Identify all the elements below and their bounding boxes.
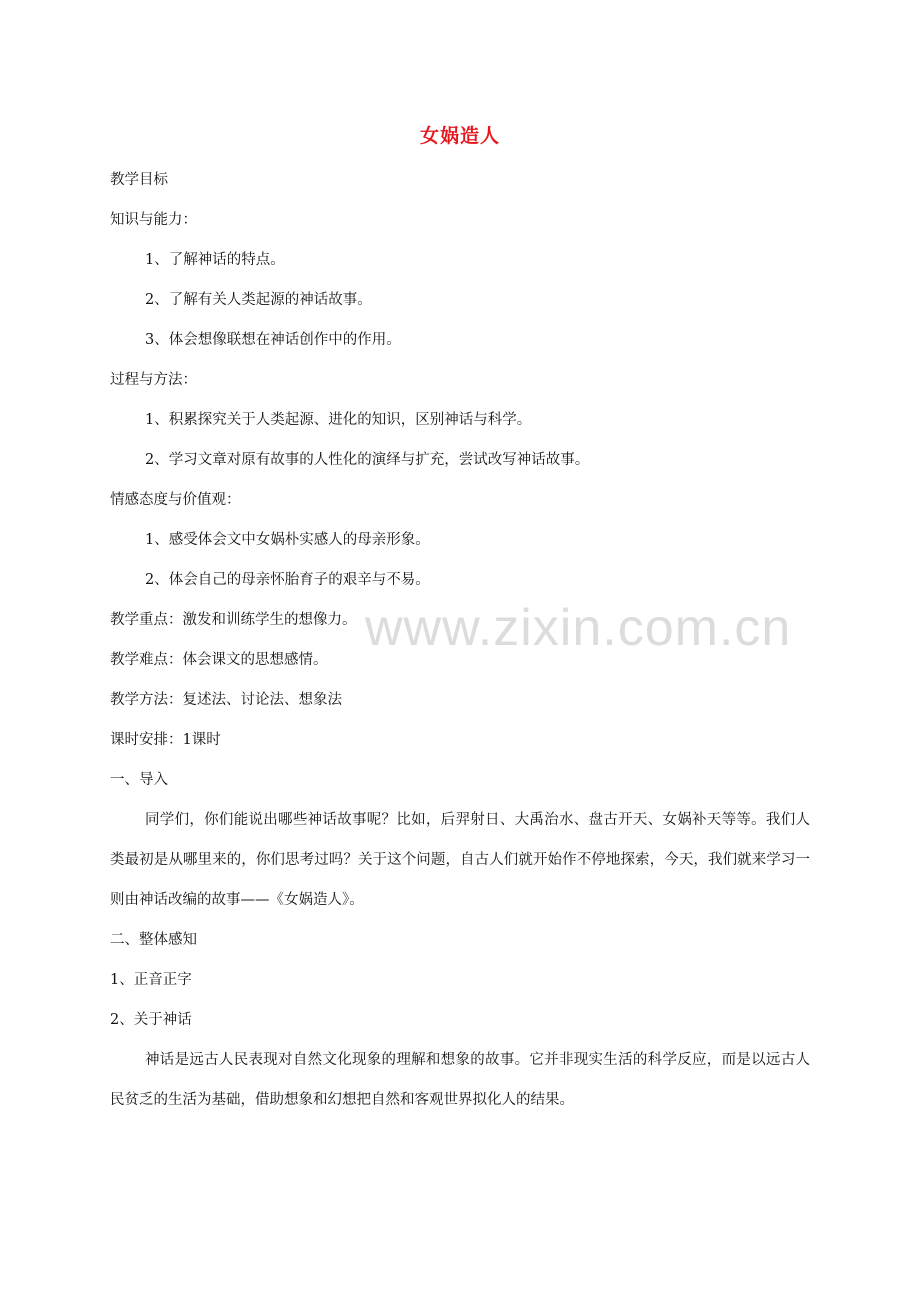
teaching-focus: 教学重点：激发和训练学生的想像力。 — [110, 612, 357, 628]
subheading-knowledge-ability: 知识与能力： — [110, 212, 197, 228]
list-item: 1、积累探究关于人类起源、进化的知识，区别神话与科学。 — [145, 412, 532, 428]
list-item: 1、了解神话的特点。 — [145, 252, 285, 268]
document-title: 女娲造人 — [419, 125, 500, 147]
teaching-method: 教学方法：复述法、讨论法、想象法 — [110, 692, 342, 708]
list-item: 2、了解有关人类起源的神话故事。 — [145, 292, 372, 308]
intro-paragraph: 同学们，你们能说出哪些神话故事呢？比如，后羿射日、大禹治水、盘古开天、女娲补天等等。我们人类最初是从哪里来的，你们思考过吗？关于这个问题，自古人们就开始作不停地探索，今天，我们就来学习一则由神话改编的故事——《女娲造人》。 — [110, 812, 810, 908]
list-item: 2、体会自己的母亲怀胎育子的艰辛与不易。 — [145, 572, 430, 588]
list-item: 1、感受体会文中女娲朴实感人的母亲形象。 — [145, 532, 430, 548]
watermark: www.zixin.com.cn — [365, 599, 792, 657]
subsection-pronunciation: 1、正音正字 — [110, 972, 192, 988]
lesson-schedule: 课时安排：1课时 — [110, 732, 221, 748]
subsection-about-myths: 2、关于神话 — [110, 1012, 192, 1028]
subheading-process-method: 过程与方法： — [110, 372, 197, 388]
list-item: 3、体会想像联想在神话创作中的作用。 — [145, 332, 401, 348]
myth-paragraph: 神话是远古人民表现对自然文化现象的理解和想象的故事。它并非现实生活的科学反应，而是以远古人民贫乏的生活为基础，借助想象和幻想把自然和客观世界拟化人的结果。 — [110, 1052, 810, 1108]
section-heading-teaching-goals: 教学目标 — [110, 172, 168, 188]
section-heading-intro: 一、导入 — [110, 772, 168, 788]
teaching-difficulty: 教学难点：体会课文的思想感情。 — [110, 652, 328, 668]
list-item: 2、学习文章对原有故事的人性化的演绎与扩充，尝试改写神话故事。 — [145, 452, 590, 468]
subheading-emotion-values: 情感态度与价值观： — [110, 492, 241, 508]
section-heading-overview: 二、整体感知 — [110, 932, 197, 948]
